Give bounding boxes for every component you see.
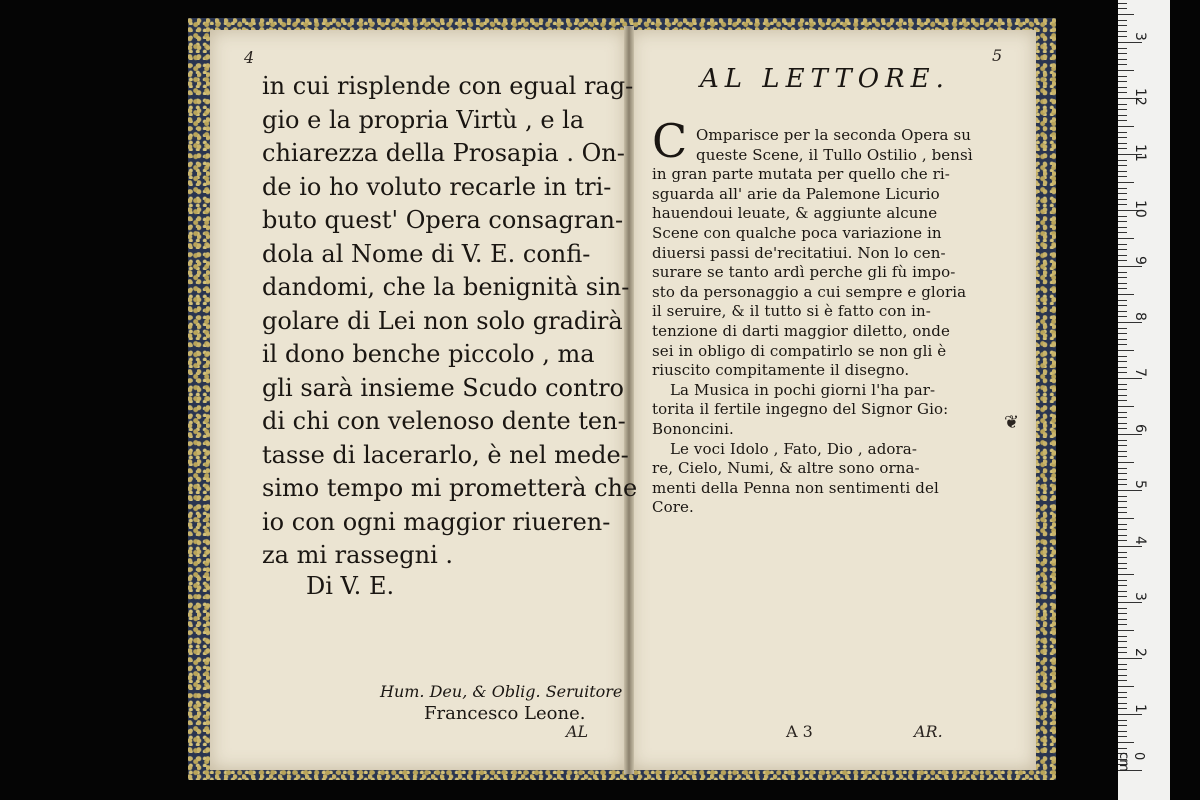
ruler-tick bbox=[1118, 64, 1127, 65]
left-text-line: de io ho voluto recarle in tri- bbox=[262, 172, 612, 201]
ruler-tick bbox=[1118, 255, 1127, 256]
ruler-tick bbox=[1118, 692, 1127, 693]
right-text-line: torita il fertile ingegno del Signor Gio: bbox=[652, 400, 949, 419]
right-text-line: in gran parte mutata per quello che ri- bbox=[652, 165, 950, 184]
ruler-tick bbox=[1118, 412, 1127, 413]
ruler-tick bbox=[1118, 697, 1127, 698]
ruler-tick bbox=[1118, 546, 1142, 547]
ruler-tick bbox=[1118, 389, 1127, 390]
ruler-tick bbox=[1118, 109, 1127, 110]
left-text-line: in cui risplende con egual rag- bbox=[262, 72, 634, 100]
right-text-line: riuscito compitamente il disegno. bbox=[652, 361, 910, 380]
ruler-tick bbox=[1118, 652, 1127, 653]
ruler-tick bbox=[1118, 87, 1127, 88]
ruler-tick bbox=[1118, 126, 1134, 127]
ruler-tick bbox=[1118, 92, 1127, 93]
right-text-line: sto da personaggio a cui sempre e gloria bbox=[652, 282, 967, 301]
ruler-tick bbox=[1118, 456, 1127, 457]
ruler-tick bbox=[1118, 680, 1127, 681]
ruler-tick bbox=[1118, 552, 1127, 553]
ruler-tick bbox=[1118, 372, 1127, 373]
left-text-line: za mi rassegni . bbox=[262, 541, 454, 569]
ruler-tick bbox=[1118, 120, 1127, 121]
ruler-tick bbox=[1118, 608, 1127, 609]
ruler-tick bbox=[1118, 339, 1127, 340]
ruler-number: 12 bbox=[1132, 88, 1148, 106]
ruler-tick bbox=[1118, 395, 1127, 396]
ruler-tick bbox=[1118, 417, 1127, 418]
ruler-tick bbox=[1118, 216, 1127, 217]
ruler-tick bbox=[1118, 636, 1127, 637]
ruler-tick bbox=[1118, 630, 1134, 631]
ruler-tick bbox=[1118, 720, 1127, 721]
right-folio: 5 bbox=[992, 46, 1003, 65]
ruler-tick bbox=[1118, 238, 1134, 239]
right-text-line: tenzione di darti maggior diletto, onde bbox=[652, 322, 950, 340]
ruler-tick bbox=[1118, 496, 1127, 497]
ruler-tick bbox=[1118, 557, 1127, 558]
ruler-tick bbox=[1118, 507, 1127, 508]
fleuron-icon: ❦ bbox=[1004, 412, 1020, 433]
ruler-tick bbox=[1118, 70, 1134, 71]
left-catchword: AL bbox=[566, 722, 589, 741]
ruler-tick bbox=[1118, 227, 1127, 228]
right-text-line: Omparisce per la seconda Opera su bbox=[696, 126, 971, 144]
signature-line-1: Hum. Deu, & Oblig. Seruitore bbox=[380, 682, 623, 701]
ruler-tick bbox=[1118, 675, 1127, 676]
ruler-tick bbox=[1118, 367, 1127, 368]
ruler-number: 11 bbox=[1132, 144, 1148, 162]
left-text-line: il dono benche piccolo , ma bbox=[262, 340, 595, 368]
ruler-number: 2 bbox=[1132, 648, 1148, 657]
ruler-tick bbox=[1118, 322, 1142, 323]
ruler-tick bbox=[1118, 686, 1134, 687]
ruler-tick bbox=[1118, 725, 1127, 726]
right-text-line: re, Cielo, Numi, & altre sono orna- bbox=[652, 459, 920, 478]
ruler-unit: 0 cm bbox=[1116, 752, 1146, 772]
ruler-tick bbox=[1118, 193, 1127, 194]
ruler-tick bbox=[1118, 535, 1127, 536]
ruler-tick bbox=[1118, 81, 1127, 82]
ruler-tick bbox=[1118, 260, 1127, 261]
closing-line: Di V. E. bbox=[306, 572, 395, 600]
ruler-tick bbox=[1118, 356, 1127, 357]
right-text-line: hauendoui leuate, & aggiunte alcune bbox=[652, 204, 938, 223]
ruler-tick bbox=[1118, 703, 1127, 704]
ruler-tick bbox=[1118, 59, 1127, 60]
ruler-tick bbox=[1118, 613, 1127, 614]
ruler-number: 6 bbox=[1132, 424, 1148, 433]
ruler-tick bbox=[1118, 384, 1127, 385]
ruler-tick bbox=[1118, 462, 1134, 463]
ruler-tick bbox=[1118, 115, 1127, 116]
ruler-tick bbox=[1118, 104, 1127, 105]
right-text-line: diuersi passi de'recitatiui. Non lo cen- bbox=[652, 243, 946, 262]
ruler-tick bbox=[1118, 300, 1127, 301]
ruler-tick bbox=[1118, 137, 1127, 138]
ruler-tick bbox=[1118, 53, 1127, 54]
right-catchword: AR. bbox=[914, 722, 943, 741]
ruler-tick bbox=[1118, 294, 1134, 295]
right-text-line: sguarda all' arie da Palemone Licurio bbox=[652, 184, 940, 203]
ruler-tick bbox=[1118, 708, 1127, 709]
ruler-tick bbox=[1118, 204, 1127, 205]
ruler-tick bbox=[1118, 328, 1127, 329]
ruler-tick bbox=[1118, 434, 1142, 435]
ruler-tick bbox=[1118, 305, 1127, 306]
ruler-tick bbox=[1118, 501, 1127, 502]
ruler-tick bbox=[1118, 148, 1127, 149]
ruler-tick bbox=[1118, 563, 1127, 564]
ruler-tick bbox=[1118, 221, 1127, 222]
ruler-tick bbox=[1118, 512, 1127, 513]
right-text-line: queste Scene, il Tullo Ostilio , bensì bbox=[696, 145, 973, 164]
ruler-number: 10 bbox=[1132, 200, 1148, 218]
ruler-tick bbox=[1118, 580, 1127, 581]
ruler-tick bbox=[1118, 619, 1127, 620]
ruler-tick bbox=[1118, 406, 1134, 407]
ruler-tick bbox=[1118, 283, 1127, 284]
ruler-tick bbox=[1118, 160, 1127, 161]
ruler-tick bbox=[1118, 36, 1127, 37]
ruler-tick bbox=[1118, 731, 1127, 732]
ruler-tick bbox=[1118, 20, 1127, 21]
ruler-number: 3 bbox=[1132, 592, 1148, 601]
ruler-number: 7 bbox=[1132, 368, 1148, 377]
ruler-tick bbox=[1118, 333, 1127, 334]
ruler-tick bbox=[1118, 440, 1127, 441]
ruler-tick bbox=[1118, 714, 1142, 715]
ruler-tick bbox=[1118, 14, 1134, 15]
left-folio: 4 bbox=[244, 48, 255, 67]
right-text-line: il seruire, & il tutto si è fatto con in- bbox=[652, 302, 931, 321]
right-text-line: Le voci Idolo , Fato, Dio , adora- bbox=[670, 439, 918, 458]
ruler-number: 9 bbox=[1132, 256, 1148, 265]
ruler-tick bbox=[1118, 3, 1127, 4]
ruler-tick bbox=[1118, 664, 1127, 665]
ruler-tick bbox=[1118, 736, 1127, 737]
right-text-line: Scene con qualche poca variazione in bbox=[652, 224, 942, 242]
right-text-line: menti della Penna non sentimenti del bbox=[652, 478, 939, 497]
ruler-tick bbox=[1118, 249, 1127, 250]
left-text-line: io con ogni maggior riueren- bbox=[262, 507, 611, 536]
ruler-number: 3 bbox=[1132, 32, 1148, 41]
ruler-tick bbox=[1118, 568, 1127, 569]
ruler-tick bbox=[1118, 574, 1134, 575]
ruler-number: 4 bbox=[1132, 536, 1148, 545]
drop-cap: C bbox=[652, 114, 688, 168]
left-text-line: gli sarà insieme Scudo contro bbox=[262, 373, 624, 402]
ruler-tick bbox=[1118, 143, 1127, 144]
ruler-tick bbox=[1118, 48, 1127, 49]
ruler-tick bbox=[1118, 602, 1142, 603]
ruler-tick bbox=[1118, 742, 1134, 743]
ruler-tick bbox=[1118, 244, 1127, 245]
ruler-tick bbox=[1118, 288, 1127, 289]
ruler-tick bbox=[1118, 748, 1127, 749]
ruler-tick bbox=[1118, 350, 1134, 351]
left-text-line: dandomi, che la benignità sin- bbox=[262, 273, 630, 301]
ruler-tick bbox=[1118, 400, 1127, 401]
ruler-number: 5 bbox=[1132, 480, 1148, 489]
measurement-ruler bbox=[1118, 0, 1170, 800]
ruler-tick bbox=[1118, 311, 1127, 312]
ruler-tick bbox=[1118, 641, 1127, 642]
left-text-line: tasse di lacerarlo, è nel mede- bbox=[262, 440, 629, 469]
ruler-tick bbox=[1118, 42, 1142, 43]
ruler-tick bbox=[1118, 423, 1127, 424]
left-text-line: dola al Nome di V. E. confi- bbox=[262, 239, 591, 268]
ruler-tick bbox=[1118, 171, 1127, 172]
left-text-line: di chi con velenoso dente ten- bbox=[262, 407, 626, 435]
ruler-tick bbox=[1118, 529, 1127, 530]
right-text-line: Bononcini. bbox=[652, 420, 734, 438]
right-text-line: surare se tanto ardì perche gli fù impo- bbox=[652, 263, 956, 282]
ruler-tick bbox=[1118, 468, 1127, 469]
ruler-tick bbox=[1118, 479, 1127, 480]
ruler-tick bbox=[1118, 647, 1127, 648]
ruler-tick bbox=[1118, 445, 1127, 446]
ruler-tick bbox=[1118, 272, 1127, 273]
ruler-tick bbox=[1118, 132, 1127, 133]
signature-line-2: Francesco Leone. bbox=[424, 703, 586, 724]
ruler-tick bbox=[1118, 518, 1134, 519]
page-heading: AL LETTORE. bbox=[700, 64, 950, 94]
ruler-tick bbox=[1118, 344, 1127, 345]
ruler-tick bbox=[1118, 165, 1127, 166]
ruler-tick bbox=[1118, 473, 1127, 474]
ruler-tick bbox=[1118, 585, 1127, 586]
ruler-tick bbox=[1118, 451, 1127, 452]
ruler-tick bbox=[1118, 8, 1127, 9]
ruler-number: 8 bbox=[1132, 312, 1148, 321]
left-text-line: simo tempo mi prometterà che bbox=[262, 474, 638, 502]
book-gutter bbox=[624, 26, 634, 774]
ruler-tick bbox=[1118, 199, 1127, 200]
left-text-line: chiarezza della Prosapia . On- bbox=[262, 139, 625, 167]
ruler-tick bbox=[1118, 182, 1134, 183]
ruler-tick bbox=[1118, 188, 1127, 189]
ruler-tick bbox=[1118, 596, 1127, 597]
ruler-tick bbox=[1118, 669, 1127, 670]
signature-mark: A 3 bbox=[786, 722, 813, 741]
ruler-tick bbox=[1118, 76, 1127, 77]
ruler-tick bbox=[1118, 540, 1127, 541]
ruler-tick bbox=[1118, 316, 1127, 317]
right-text-line: Core. bbox=[652, 498, 694, 517]
ruler-tick bbox=[1118, 25, 1127, 26]
left-text-line: gio e la propria Virtù , e la bbox=[262, 105, 585, 134]
ruler-tick bbox=[1118, 266, 1142, 267]
ruler-tick bbox=[1118, 277, 1127, 278]
ruler-tick bbox=[1118, 658, 1142, 659]
ruler-tick bbox=[1118, 624, 1127, 625]
ruler-tick bbox=[1118, 524, 1127, 525]
ruler-tick bbox=[1118, 490, 1142, 491]
ruler-tick bbox=[1118, 31, 1127, 32]
ruler-tick bbox=[1118, 232, 1127, 233]
right-text-line: La Musica in pochi giorni l'ha par- bbox=[670, 380, 936, 399]
ruler-tick bbox=[1118, 428, 1127, 429]
left-text-line: golare di Lei non solo gradirà bbox=[262, 306, 623, 335]
left-text-line: buto quest' Opera consagran- bbox=[262, 206, 624, 234]
ruler-tick bbox=[1118, 591, 1127, 592]
ruler-number: 1 bbox=[1132, 704, 1148, 713]
ruler-tick bbox=[1118, 378, 1142, 379]
ruler-tick bbox=[1118, 361, 1127, 362]
ruler-tick bbox=[1118, 484, 1127, 485]
right-text-line: sei in obligo di compatirlo se non gli è bbox=[652, 341, 947, 360]
ruler-tick bbox=[1118, 176, 1127, 177]
